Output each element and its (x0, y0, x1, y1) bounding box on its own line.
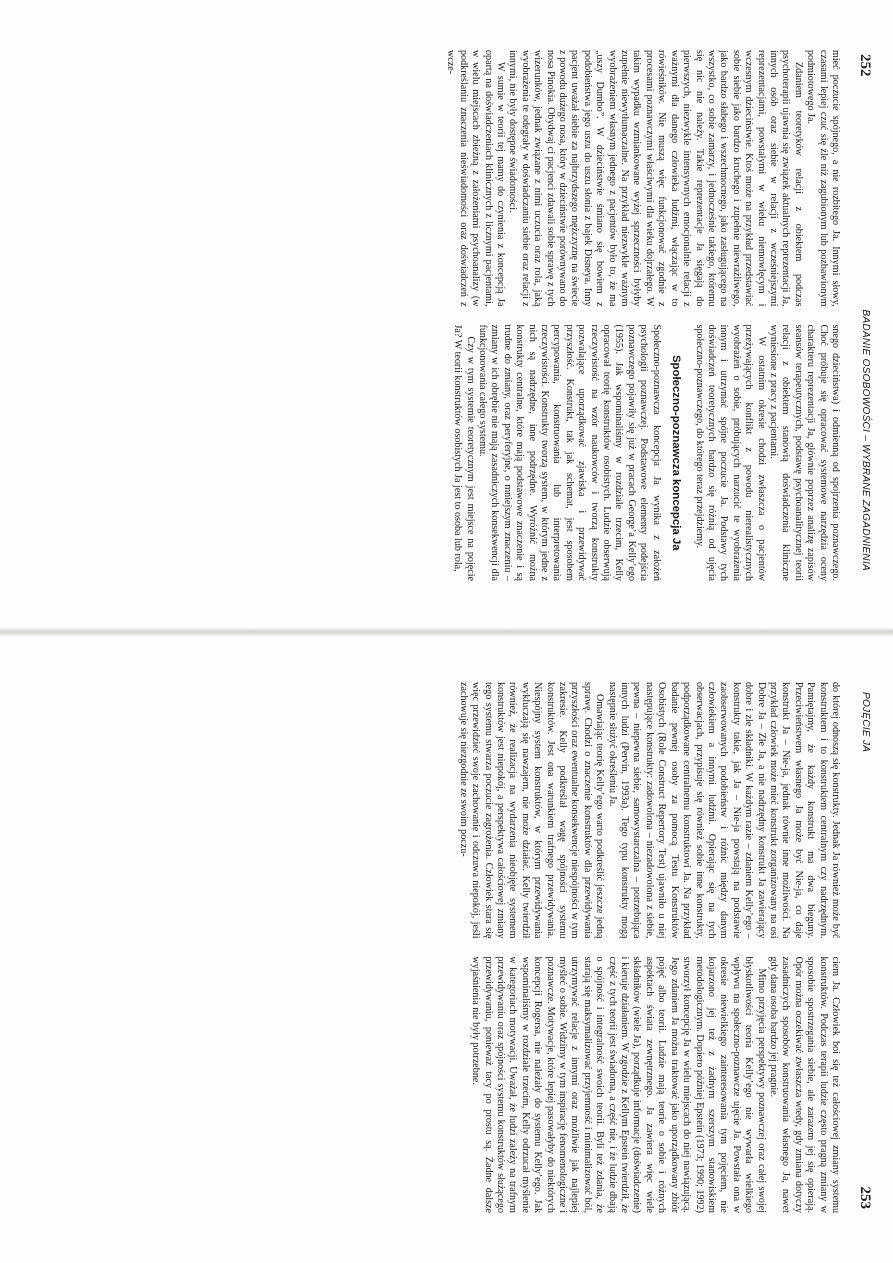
page-number: 252 (857, 54, 873, 77)
running-head: BADANIE OSOBOWOŚCI – WYBRANE ZAGADNIENIA (860, 309, 871, 571)
running-head: POJĘCIE JA (860, 692, 871, 753)
column-left (36, 50, 841, 307)
paragraph: Mimo przyjęcia perspektywy poznawczej oraz całej swojej błyskotliwości teoria Kelly’ego nie wywarła wielkiego wpływu na społeczno-poznawcze ujęcie Ja. Powstała ona w okresie niewielkiego zainteresowania tym pojęciem, nie kojarzono jej też z żadnym szerszym stanowiskiem metodologicznym. Dopiero później Epstein (1973; 1990; 1992) stworzył koncepcję Ja w wielu miejscach do niej nawiązującą. Jego zdaniem Ja można traktować jako uporządkowany zbiór pojęć albo teorii. Ludzie mają teorie o sobie i różnych aspektach świata zewnętrznego. Ja zawiera więc wiele składników (wiele Ja), porządkuje informacje (doświadczenie) i kieruje działaniem. W zgodzie z Kellym Epstein twierdził, że część z tych teorii jest świadoma, a część nie, i że ludzie dbają o spójność i integralność swoich teorii. Byli też zdania, że starają się maksymalizować przyjemność i minimalizować ból, utrzymywać relacje z innymi oraz możliwie jak najlepiej myśleć o sobie. Widzimy w tym inspirację fenomenologiczne i poznawcze. Motywacje, które lepiej pasowałyby do niektórych koncepcji Rogersa, nie należały do systemu Kelly’ego. Jak wspominaliśmy w rozdziale trzecim, Kelly odrzucał myślenie w kategoriach motywacji. Uważał, że ludzi zależy na trafnym przewidywaniu oraz spójności systemu konstruktów służącego przewidywaniu, ponieważ tacy po prostu są. Żadne dalsze wyjaśnienia nie były potrzebne. (470, 956, 767, 1213)
column-left (36, 682, 841, 939)
paragraph: snego dzieciństwa) i odmienną od spojrzenia poznawczego. Choć próbuje się opracować systemowe narzędzia oceny charakteru reprezentacji Ja, głównie poprzez analizę zapisów seansów terapeutycznych, podstawę psychoanalitycznej teorii relacji z obiektem stanowią doświadczenia kliniczne wyniesione z pracy z pacjentami. (767, 324, 841, 581)
paragraph: Omawiając teorię Kelly’ego warto podkreślić jeszcze jedną sprawę. Chodzi o znaczenie konstruktów dla przewidywania przyszłości oraz ewentualne konsekwencje niespójności w tym zakresie. Kelly podkreślał wagę spójności systemu konstruktów. Jest ona warunkiem trafnego przewidywania. Niespójny system konstruktów, w którym przewidywania wykluczają się nawzajem, nie może działać. Kelly twierdził również, że realizacja na wydarzenia nieobjęte systemem konstruktów jest niepokój, a perspektywa całościowej zmiany tego systemu stwarza poczucie zagrożenia. Człowiek stara się więc przewidzieć swoje zachowanie i odczuwa niepokój, jeśli zachowuje się niezgodnie ze swoim poczu- (457, 682, 606, 939)
paragraph: mieć poczucie spójnego, a nie rozbitego Ja. Innymi słowy, czasami lepiej czuć się źle niż zagubionym lub pozbawionym podmiotowego Ja. (805, 50, 841, 307)
paragraph: Zdaniem teoretyków relacji z obiektem podczas psychoterapii ujawnia się związek aktualnych reprezentacji Ja, innych osób oraz siebie w relacji z wcześniejszymi reprezentacjami, powstałymi w wieku niemowlęcym i wczesnym dzieciństwie. Ktoś może na przykład przedstawiać sobie siebie jako bardzo kruchego i zupełnie niewrażliwego, jako bardzo słabego i wszechmocnego, jako zasługującego na wszystko, co sobie zamarzy, i jednocześnie takiego, któremu się nic nie należy. Takie reprezentacje Ja sięgają do pierwszych, niezwykle intensywnych emocjonalnie relacji z ważnymi dla danego człowieka ludźmi, włączając w to rówieśników. Nie muszą więc funkcjonować zgodnie z procesami poznawczymi właściwymi dla wieku dojrzałego. W takim wypadku wzmiankowane wyżej sprzeczności byłyby zupełnie niewytłumaczalne. Na przykład niezwykle ważnym wyobrażeniem własnym jednego z pacjentów było to, że ma „uszy Dumbo”. W dzieciństwie śmiano się bowiem z podobieństwa jego uszu do uszu słonia z bajek Disneya. Inny pacjent uważał siebie za najbrzydszego mężczyznę na świecie z powodu dużego nosa, który w dzieciństwie porównywano do nosa Pinokia. Obydwaj ci pacjenci zdawali sobie sprawę z tych wizerunków, jednak związane z nimi uczucia oraz rola, jaką wyobrażenia te odegrały w doświadczaniu siebie oraz relacji z innymi, nie były dostępne świadomości. (507, 50, 804, 307)
text-columns (36, 50, 841, 581)
page-number: 253 (857, 1186, 873, 1209)
paragraph: W sumie w teorii tej mamy do czynienia z koncepcją Ja opartą na doświadczeniach klinicznych z licznymi pacjentami, w wielu miejscach zbieżną z założeniami psychoanalizy (w podkreślaniu znaczenia nieświadomości oraz doświadczeń z wcze- (445, 50, 507, 307)
column-right (36, 957, 841, 1214)
paragraph: ciem Ja. Człowiek boi się też całościowej zmiany systemu konstruktów. Podczas terapii ludzie często pragną zmiany w sposobie spostrzegania siebie, ale zarazem jej się opierają. Opór można oczekiwać zwłaszcza wtedy, gdy zmiana dotyczy zasadniczych sposobów konstruowania własnego Ja, nawet gdy dana osoba bardzo jej pragnie. (767, 956, 841, 1213)
paragraph: do której odnoszą się konstrukty. Jednak Ja również może być konstruktem i to konstruktem centralnym czy nadrzędnym. Pamiętajmy, że każdy konstrukt ma dwa bieguny. Przeciwieństwem własnego Ja może być Nie-ja, co daje konstrukt Ja – Nie-ja, jednak równie inne możliwości. Na przykład człowiek może mieć konstrukt zorganizowany na osi Dobre Ja – Złe Ja, a nie nadrzędny konstrukt Ja zawierający dobre i złe składniki. W każdym razie – zdaniem Kelly’ego – konstrukty takie, jak Ja – Nie-ja powstają na podstawie zaobserwowanych podobieństw i różnic między danym człowiekiem a innymi ludźmi. Opierając się na tych obserwacjach, przypisuje się również sobie inne konstrukty, podporządkowane centralnemu konstruktowi Ja. Na przykład badanie pewnej osoby za pomocą Testu Konstruktów Osobistych (Role Construct Repertory Test) ujawniło u niej następujące konstrukty: zadowolona – niezadowolona z siebie, pewna – niepewna siebie, samowystarczalna – potrzebująca innych ludzi (Pervin, 1993a). Tego typu konstrukty mogą następnie służyć określeniu Ja. (606, 682, 841, 939)
column-right (36, 325, 841, 582)
text-columns (36, 682, 841, 1213)
page-252 (0, 0, 893, 631)
section-heading: Społeczno-poznawcza koncepcja Ja (670, 354, 683, 551)
paragraph: Czy w tym systemie teoretycznym jest miejsce na pojęcie Ja? W teorii konstruktów osobistych Ja jest to osoba lub rola, (452, 324, 476, 581)
paragraph: Społeczno-poznawcza koncepcja Ja wynika z założeń psychologii poznawczej. Podstawowe elementy podejścia poznawczego pojawiły się już w pracach George’a Kelly’ego (1955). Jak wspominaliśmy w rozdziale trzecim, Kelly opracował teorię konstruktów osobistych. Ludzie obserwują rzeczywistość na wzór naukowców i tworzą konstrukty pozwalające uporządkować zjawiska i przewidywać przyszłość. Konstrukt, tak jak schemat, jest sposobem percypowania, konstruowania lub interpretowania rzeczywistości. Konstrukty tworzą system, w którym jedne z nich są nadrzędne, inne podrzędne. Wyróżnić można konstrukty centralne, które mają podstawowe znaczenie i są trudne do zmiany, oraz peryferyjne, o mniejszym znaczeniu – zmiany w ich obrębie nie mają zasadniczych konsekwencji dla funkcjonowania całego systemu. (477, 324, 662, 581)
page-253 (0, 632, 893, 1263)
paragraph: W ostatnim okresie chodzi zwłaszcza o pacjentów przeżywających konflikt z powodu nierealistycznych wyobrażeń o sobie, próbujących narzucić te wyobrażenia innym i utrzymać spójne poczucie Ja. Podstawy tych doświadczeń teoretycznych bardzo się różnią od ujęcia społeczno-poznawczego, do którego teraz przejdziemy. (693, 324, 767, 581)
